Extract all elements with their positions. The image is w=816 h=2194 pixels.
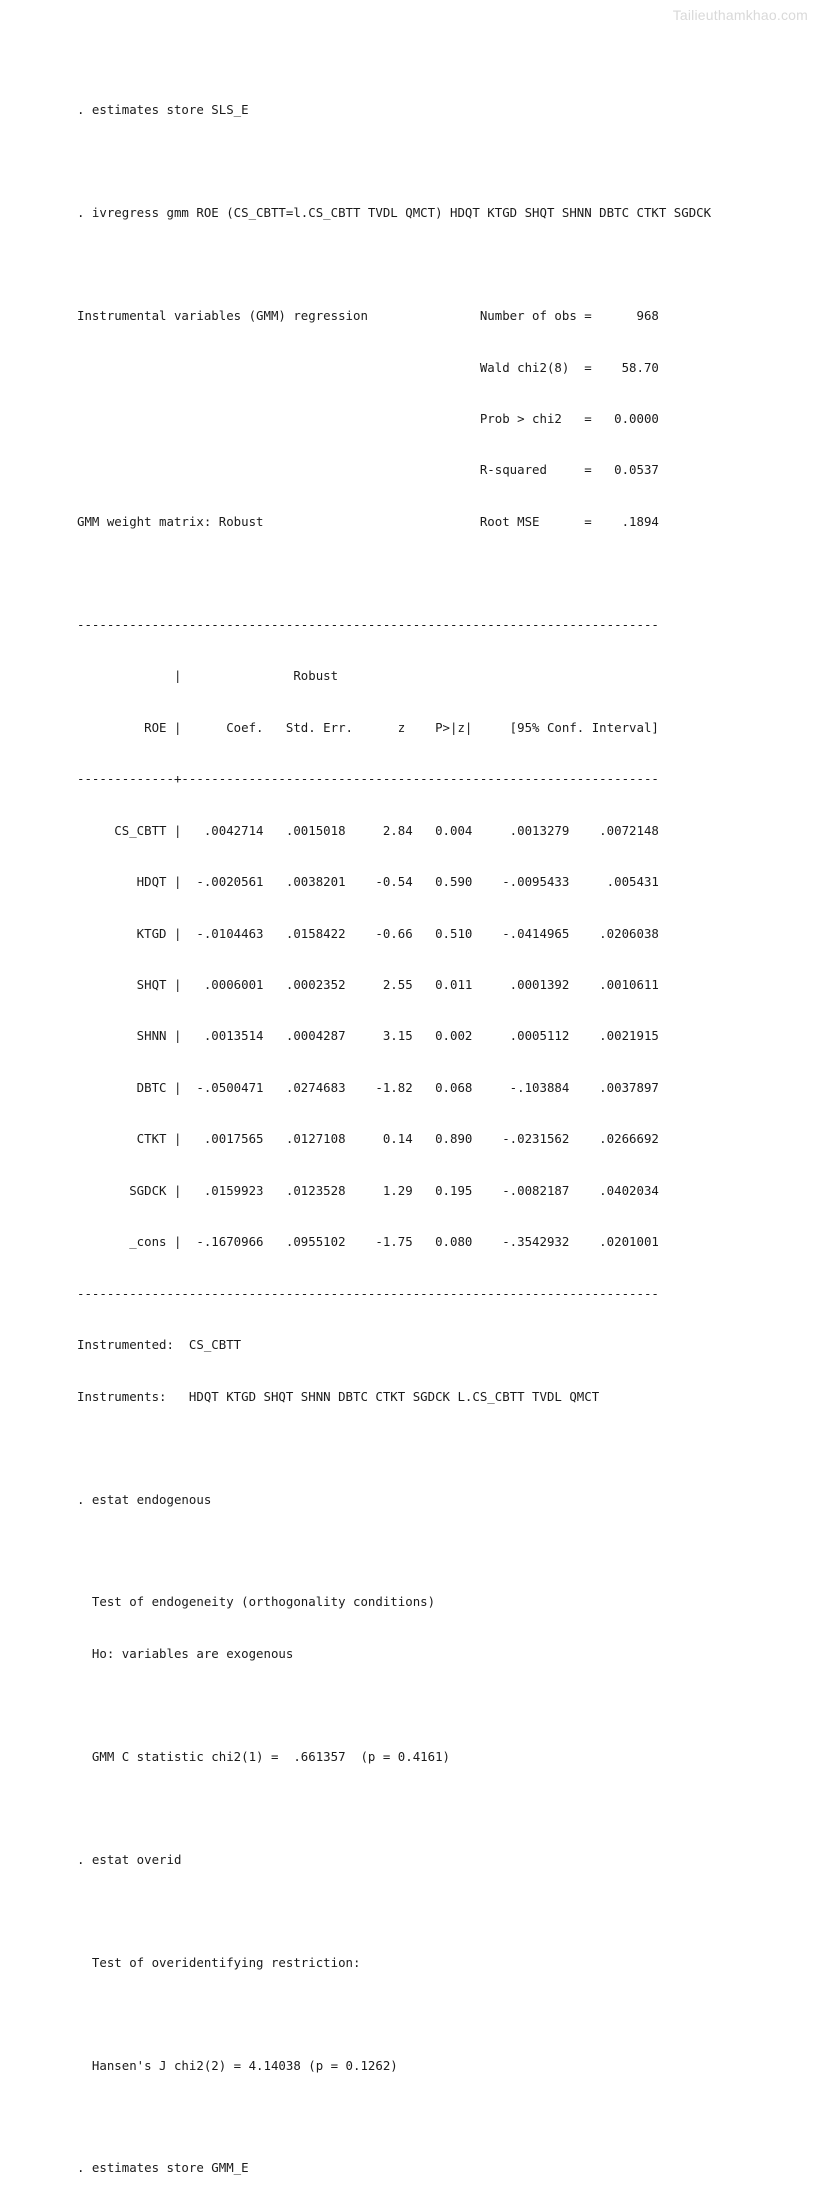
table-row-shqt: SHQT | .0006001 .0002352 2.55 0.011 .0001392 .0010611 [77,977,659,993]
regression-stat-prob: Prob > chi2 = 0.0000 [77,411,659,427]
table-header-robust: | Robust [77,668,339,684]
gmm-c-statistic: GMM C statistic chi2(1) = .661357 (p = 0.4161) [77,1748,450,1764]
table-row-cons: _cons | -.1670966 .0955102 -1.75 0.080 -.3542932 .0201001 [77,1234,659,1250]
table-rule-header: -------------+---------------------------------------------------------------- [77,771,659,787]
table-header-columns: ROE | Coef. Std. Err. z P>|z| [95% Conf. Interval] [77,719,659,735]
table-rule-bottom: ------------------------------------------------------------------------------ [77,1285,659,1301]
stata-output-log [77,67,711,2194]
watermark-text: Tailieuthamkhao.com [672,7,808,23]
instrumented-line: Instrumented: CS_CBTT [77,1337,242,1353]
table-row-cs-cbtt: CS_CBTT | .0042714 .0015018 2.84 0.004 .0013279 .0072148 [77,822,659,838]
command-estimates-store-sls: . estimates store SLS_E [77,102,249,118]
blank-line [77,153,711,170]
command-estat-overid: . estat overid [77,1851,182,1867]
endogeneity-test-title: Test of endogeneity (orthogonality conditions) [77,1594,436,1610]
blank-line [77,1696,711,1713]
regression-weight-matrix: GMM weight matrix: Robust Root MSE = .1894 [77,513,659,529]
regression-stat-wald: Wald chi2(8) = 58.70 [77,359,659,375]
table-rule-top: ------------------------------------------------------------------------------ [77,616,659,632]
endogeneity-null-hypothesis: Ho: variables are exogenous [77,1645,294,1661]
overid-test-title: Test of overidentifying restriction: [77,1954,361,1970]
blank-line [77,1439,711,1456]
blank-line [77,1542,711,1559]
blank-line [77,2108,711,2125]
regression-header-title: Instrumental variables (GMM) regression Number of obs = 968 [77,308,659,324]
table-row-ktgd: KTGD | -.0104463 .0158422 -0.66 0.510 -.0414965 .0206038 [77,925,659,941]
table-row-shnn: SHNN | .0013514 .0004287 3.15 0.002 .0005112 .0021915 [77,1028,659,1044]
blank-line [77,564,711,581]
table-row-sgdck: SGDCK | .0159923 .0123528 1.29 0.195 -.0082187 .0402034 [77,1182,659,1198]
blank-line [77,256,711,273]
blank-line [77,1902,711,1919]
table-row-hdqt: HDQT | -.0020561 .0038201 -0.54 0.590 -.0095433 .005431 [77,874,659,890]
hansen-j-statistic: Hansen's J chi2(2) = 4.14038 (p = 0.1262) [77,2057,398,2073]
command-estat-endogenous: . estat endogenous [77,1491,212,1507]
blank-line [77,1799,711,1816]
regression-stat-rsquared: R-squared = 0.0537 [77,462,659,478]
blank-line [77,2005,711,2022]
table-row-dbtc: DBTC | -.0500471 .0274683 -1.82 0.068 -.103884 .0037897 [77,1079,659,1095]
command-ivregress-gmm: . ivregress gmm ROE (CS_CBTT=l.CS_CBTT TVDL QMCT) HDQT KTGD SHQT SHNN DBTC CTKT SGDCK [77,205,712,221]
table-row-ctkt: CTKT | .0017565 .0127108 0.14 0.890 -.0231562 .0266692 [77,1131,659,1147]
instruments-line: Instruments: HDQT KTGD SHQT SHNN DBTC CTKT SGDCK L.CS_CBTT TVDL QMCT [77,1388,600,1404]
command-estimates-store-gmm: . estimates store GMM_E [77,2160,249,2176]
